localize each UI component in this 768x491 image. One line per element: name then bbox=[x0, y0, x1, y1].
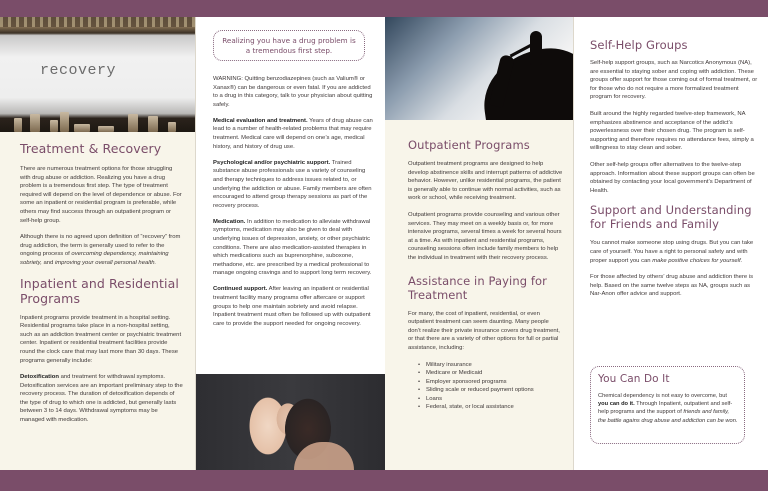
panel-treatment-components bbox=[195, 17, 385, 470]
self-help-paragraph-2: Built around the highly regarded twelve-step framework, NA emphasizes abstinence and acceptance of the addict’s powerlessness over their chosen drug. The program is self-supporting and therefore requires no attendance fees, simply a willingness to stay clean and sober. bbox=[590, 110, 754, 152]
inpatient-paragraph: Inpatient programs provide treatment in a hospital setting. Residential programs take place in a non-hospital setting, such as an addiction treatment center or psychiatric treatment center. Inpatient or residential treatment facilities provide round the clock care that may last more than 30 days. These programs generally include: bbox=[20, 314, 182, 364]
item-medical-evaluation: Medical evaluation and treatment. Years of drug abuse can lead to a number of health-related problems that may require treatment. Medical care will depend on one’s age, medical history, and history of drug use. bbox=[213, 117, 373, 150]
item-medication: Medication. In addition to medication to alleviate withdrawal symptoms, medication may also be given to deal with underlying issues of depression, anxiety, or other psychiatric conditions. There are also medication-assisted therapies in which medications such as buprenorphine, suboxone, methadone, etc. are prescribed by a medical professional to manage ongoing cravings and to support long term recovery. bbox=[213, 218, 372, 277]
outpatient-paragraph-1: Outpatient treatment programs are designed to help develop abstinence skills and interrupt patterns of addictive behavior. However, unlike residential programs, the patient is generally able to continue with normal activities, such as work or school, while receiving treatment. bbox=[408, 161, 563, 202]
typewriter-recovery-photo bbox=[0, 17, 195, 132]
heading-assistance-paying: Assistance in Paying for Treatment bbox=[408, 273, 547, 302]
typewriter-key bbox=[168, 122, 176, 132]
typewriter-key bbox=[98, 126, 114, 132]
top-purple-band bbox=[0, 0, 768, 17]
panel-outpatient-assistance bbox=[385, 17, 573, 470]
heading-self-help-groups: Self-Help Groups bbox=[590, 38, 688, 52]
typewriter-key bbox=[148, 116, 158, 132]
list-item: • Sliding scale or reduced payment options bbox=[418, 386, 563, 395]
friends-family-paragraph-1: You cannot make someone stop using drugs. But you can take care of yourself. You have a right to personal safety and with proper support you can make positive choices for yourself. bbox=[590, 240, 754, 264]
outpatient-paragraph-2: Outpatient programs provide counseling and various other services. They may meet on a weekly basis or, for more intensive programs, several times a week for several hours at a time. As with inpatient and residential programs, counseling sessions often include family members to help the individual in treatment with their recovery process. bbox=[408, 211, 562, 261]
panel3-content bbox=[408, 138, 563, 412]
list-item: • Medicare or Medicaid bbox=[418, 369, 563, 378]
treatment-intro-paragraph: There are numerous treatment options for those struggling with drug abuse or addiction. Realizing you have a drug problem is a tremendous first step. The type of treatment required will depend on the level of dependence or abuse. For some an inpatient or residential program is preferable, while others may find success through an outpatient program or self-help group. bbox=[20, 166, 182, 224]
climber-silhouette-upper bbox=[530, 31, 542, 65]
panel-treatment-recovery bbox=[0, 17, 195, 470]
photo-shoulder-shape bbox=[294, 442, 354, 470]
typewriter-key bbox=[50, 120, 58, 132]
typewriter-key bbox=[30, 114, 40, 132]
callout-text: Realizing you have a drug problem is a tremendous first step. bbox=[222, 35, 356, 55]
heading-treatment-recovery: Treatment & Recovery bbox=[20, 141, 162, 156]
woman-stop-hand-photo bbox=[196, 374, 385, 470]
panel-self-help-support bbox=[573, 17, 768, 470]
typewriter-key bbox=[74, 124, 90, 132]
first-step-callout bbox=[213, 30, 365, 61]
assistance-paragraph: For many, the cost of inpatient, residential, or even outpatient treatment can seem daunting. Many people don’t realize their private insurance covers drug treatment, or that there are a variety of other options for full or partial assistance, including: bbox=[408, 310, 560, 351]
climbers-helping-hand-photo bbox=[385, 17, 573, 120]
typewriter-key bbox=[128, 114, 138, 132]
you-can-do-it-box bbox=[590, 366, 745, 444]
assistance-options-list bbox=[408, 361, 563, 413]
panel2-content bbox=[213, 75, 373, 336]
you-can-do-it-text: Chemical dependency is not easy to overcome, but you can do it. Through Inpatient, outpatient and self-help programs and the support of friends and family, the battle agains drug abuse and addiction can be won. bbox=[598, 393, 738, 424]
friends-family-paragraph-2: For those affected by others’ drug abuse and addiction there is help. Based on the same twelve steps as NA, groups such as Nar-Anon offer advice and support. bbox=[590, 274, 754, 298]
heading-you-can-do-it: You Can Do It bbox=[598, 373, 670, 385]
cliff-silhouette bbox=[477, 43, 573, 120]
list-item: • Employer sponsored programs bbox=[418, 378, 563, 387]
list-item: • Federal, state, or local assistance bbox=[418, 403, 563, 412]
typewriter-key bbox=[14, 118, 22, 132]
panel4-content bbox=[590, 38, 760, 307]
panel1-content bbox=[20, 141, 183, 433]
bottom-purple-band bbox=[0, 470, 768, 491]
self-help-paragraph-3: Other self-help groups offer alternatives to the twelve-step approach. Information about these support groups can often be obtained by contacting your local government’s Department of Health. bbox=[590, 161, 755, 194]
heading-inpatient-residential: Inpatient and Residential Programs bbox=[20, 275, 179, 306]
typewriter-key bbox=[60, 112, 69, 132]
recovery-definition-paragraph: Although there is no agreed upon definition of “recovery” from drug addiction, the term is generally used to refer to the ongoing process of overcoming dependency, maintaining sobriety, and improving your overall personal health. bbox=[20, 234, 181, 266]
item-continued-support: Continued support. After leaving an inpatient or residential treatment facility many programs offer aftercare or support groups to help one maintain sobriety and avoid relapse. Inpatient treatment must often be followed up with outpatient care to provide the support needed for ongoing recovery. bbox=[213, 286, 371, 327]
self-help-paragraph-1: Self-help support groups, such as Narcotics Anonymous (NA), are essential to staying sober and coping with addiction. These groups offer support for those coming out of formal treatment, or for those who do not require a more formalized treatment program for recovery. bbox=[590, 60, 758, 101]
list-item: • Loans bbox=[418, 395, 563, 404]
list-item: • Military insurance bbox=[418, 361, 563, 370]
benzodiazepine-warning: WARNING: Quitting benzodiazepines (such as Valium® or Xanax®) can be dangerous or even fatal. If you are addicted to a drug in this category, talk to your physician about quitting safely. bbox=[213, 76, 373, 108]
typewriter-word: recovery bbox=[40, 62, 117, 79]
typewriter-type-bars bbox=[0, 17, 195, 27]
heading-outpatient-programs: Outpatient Programs bbox=[408, 138, 530, 152]
item-psychological-support: Psychological and/or psychiatric support. Trained substance abuse professionals use a variety of counseling and therapy techniques to address issues related to, or underlying the addiction or abuse. Family members are often encouraged to attend group therapy sessions as part of the recovery process. bbox=[213, 159, 372, 209]
detox-paragraph: Detoxification and treatment for withdrawal symptoms. Detoxification services are an important preliminary step to the recovery process. The duration of detoxification depends of the type of drug to which one is addicted, but generally lasts between 3 to 14 days. Withdrawal symptoms may be managed with medication. bbox=[20, 374, 183, 424]
heading-friends-family: Support and Understanding for Friends and Family bbox=[590, 203, 752, 232]
